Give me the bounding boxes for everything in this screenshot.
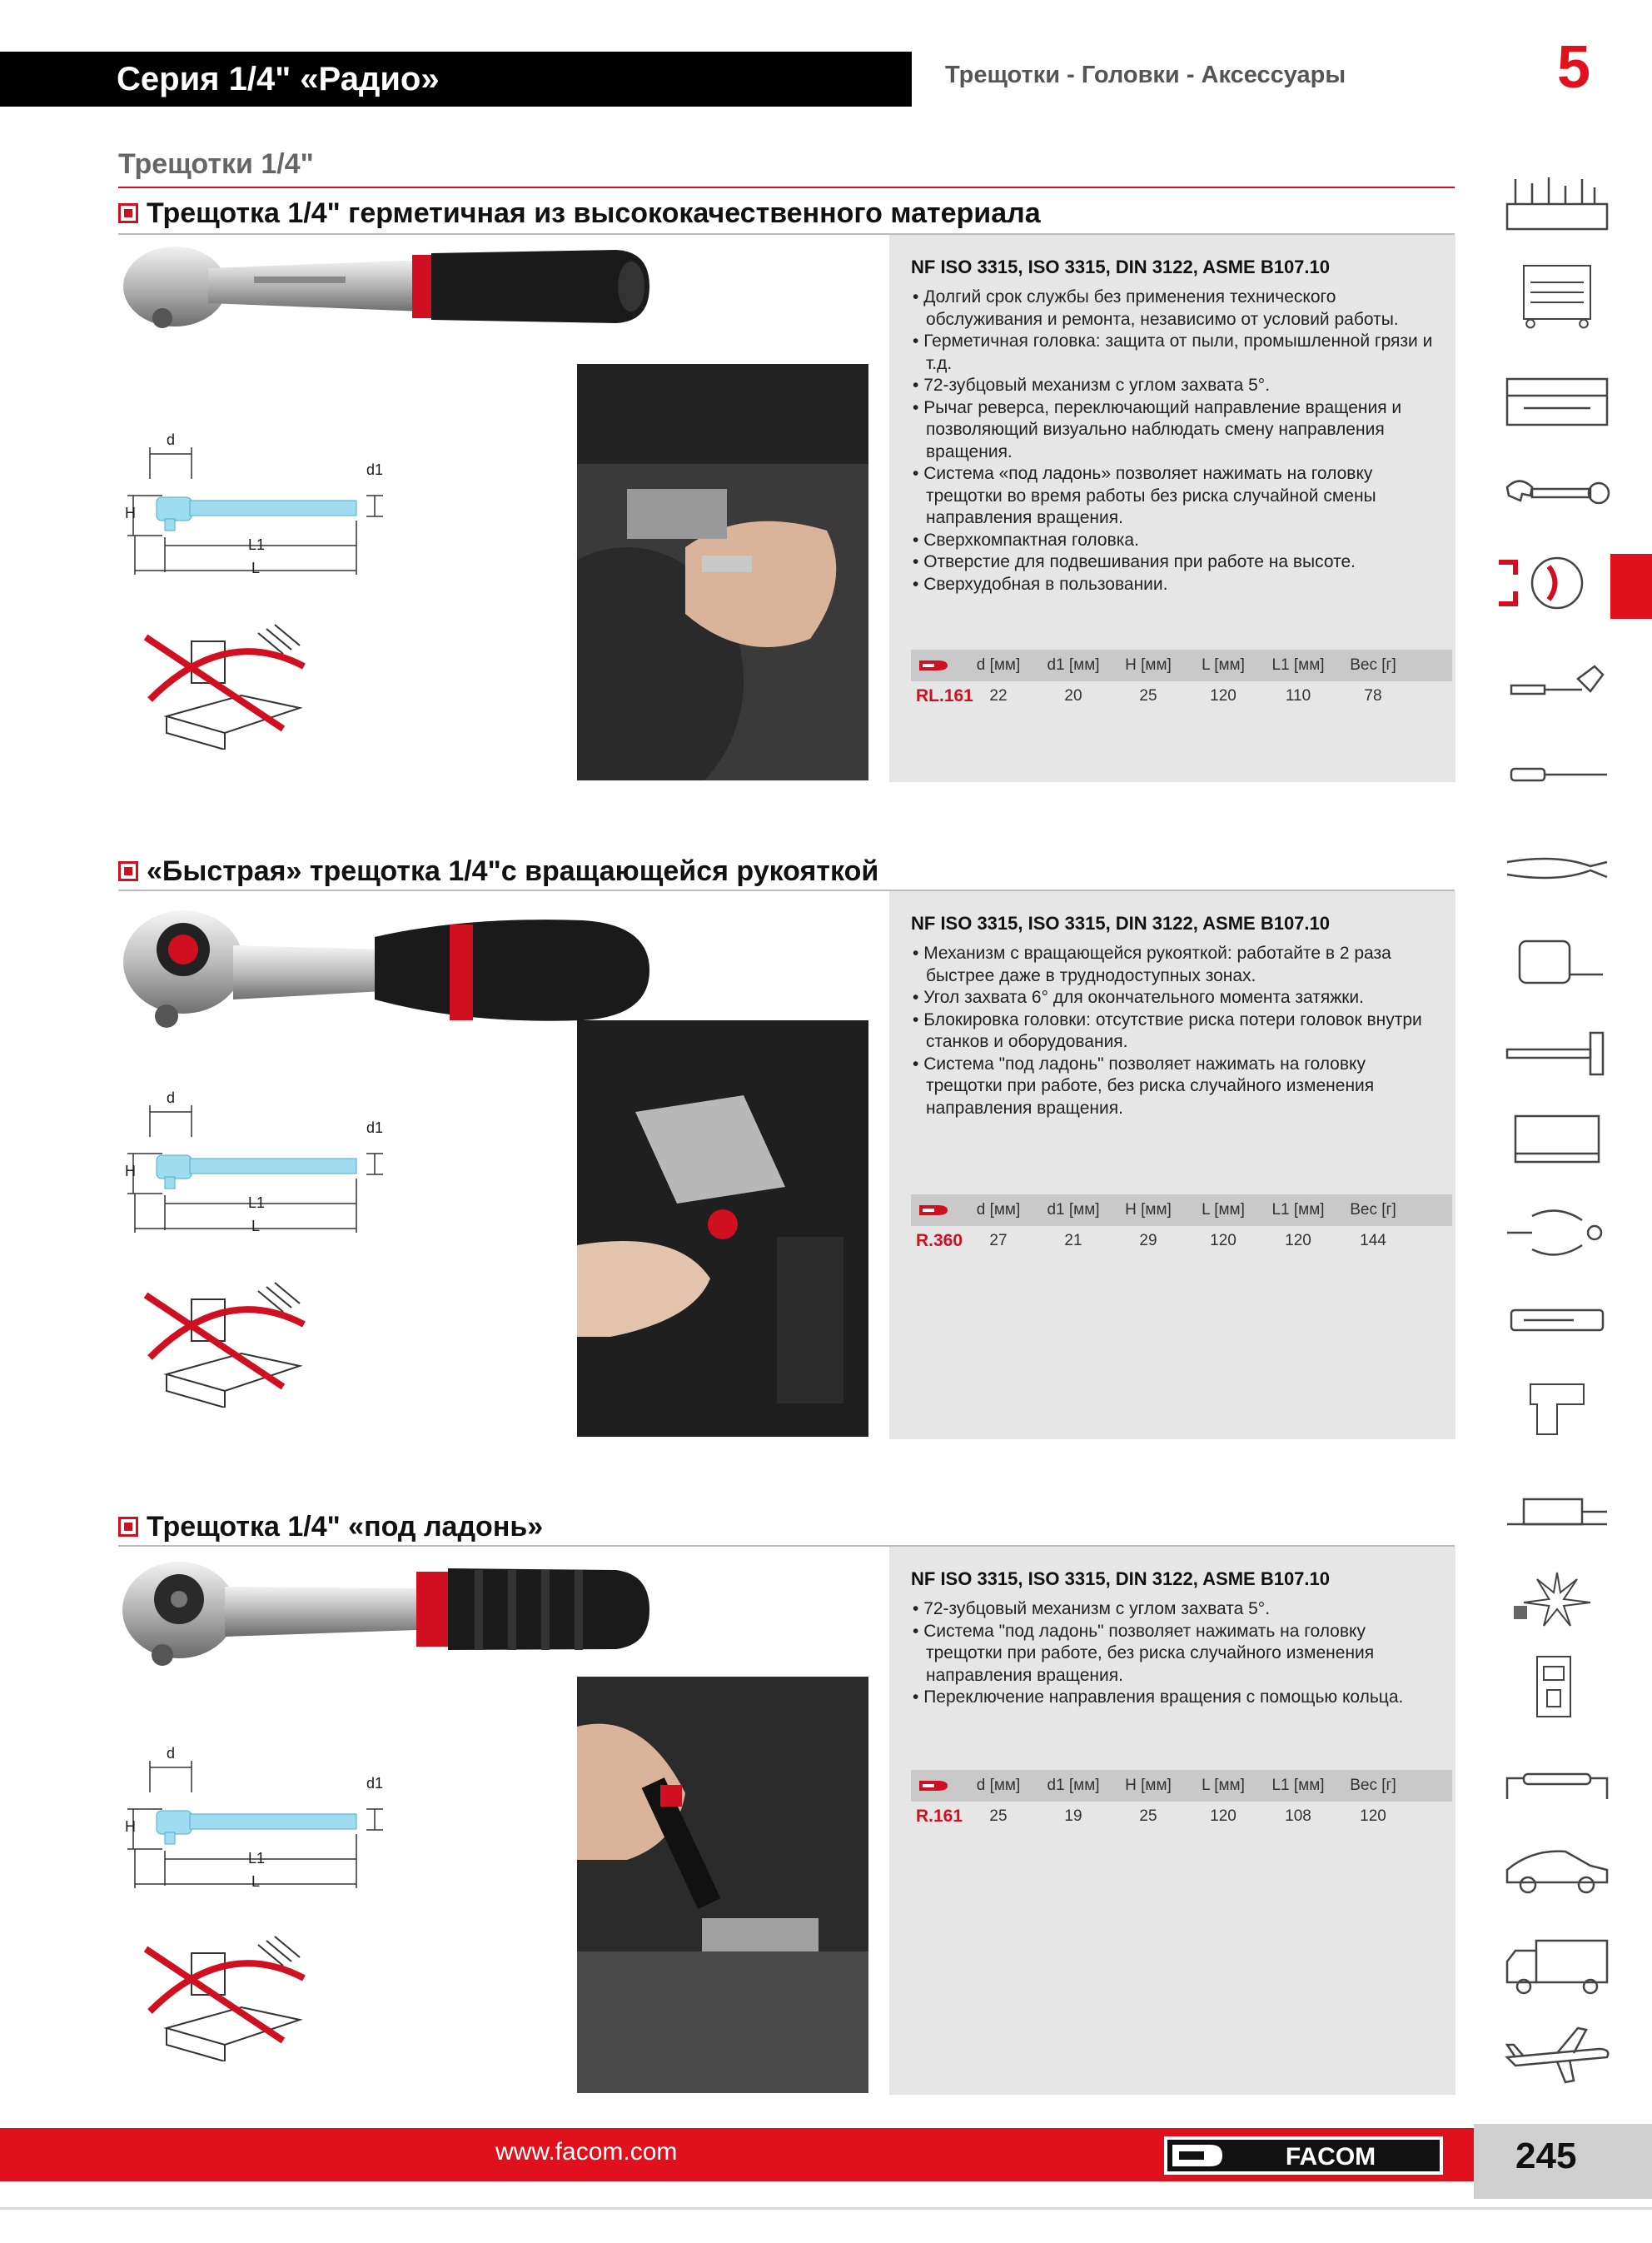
- no-hammering-warning-icon: [133, 1274, 316, 1408]
- diagram-label-h: H: [125, 1163, 136, 1179]
- diagram-label-l: L: [251, 1873, 261, 1890]
- standards-text: NF ISO 3315, ISO 3315, DIN 3122, ASME B107.10: [911, 257, 1330, 277]
- table-row: [911, 682, 1452, 710]
- col-header: d [мм]: [976, 1201, 1021, 1219]
- dimension-diagram: [125, 1087, 391, 1237]
- spec-table-header: [911, 1194, 1452, 1226]
- feature-item: • Блокировка головки: отсутствие риска потери головок внутри станков и оборудования.: [913, 1009, 1446, 1054]
- product-code: RL.161: [916, 686, 973, 705]
- no-hammering-warning-icon: [133, 616, 316, 750]
- col-header: L [мм]: [1202, 1201, 1245, 1219]
- col-header: Вес [г]: [1350, 1201, 1396, 1219]
- airplane-icon[interactable]: [1499, 2020, 1615, 2086]
- col-header: H [мм]: [1125, 1777, 1172, 1794]
- cell-l1: 110: [1285, 687, 1311, 705]
- spec-table-header: [911, 650, 1452, 681]
- diagram-label-d: d: [167, 431, 176, 448]
- col-header: d [мм]: [976, 656, 1021, 674]
- feature-item: • Отверстие для подвешивания при работе на высоте.: [913, 551, 1446, 574]
- cell-weight: 120: [1360, 1807, 1386, 1825]
- product-3-heading: [118, 1510, 543, 1543]
- car-icon[interactable]: [1499, 1837, 1615, 1903]
- lifting-icon[interactable]: [1499, 1753, 1615, 1820]
- socket-icon[interactable]: [1499, 550, 1615, 616]
- cell-l1: 120: [1285, 1232, 1311, 1249]
- tester-icon[interactable]: [1499, 1287, 1615, 1353]
- cell-d1: 20: [1064, 687, 1082, 705]
- diagram-label-d: d: [167, 1745, 176, 1762]
- cell-d1: 21: [1064, 1232, 1082, 1249]
- cell-d: 25: [989, 1807, 1008, 1825]
- section-marker-icon: [118, 203, 138, 223]
- usage-photo: [577, 1020, 868, 1437]
- feature-item: • 72-зубцовый механизм с углом захвата 5°.: [913, 375, 1446, 397]
- vise-icon[interactable]: [1499, 1474, 1615, 1541]
- feature-item: • Переключение направления вращения с помощью кольца.: [913, 1687, 1446, 1709]
- facom-mini-logo-icon: [919, 1779, 948, 1792]
- product-3-info-panel: [889, 1547, 1455, 2095]
- diagram-label-l: L: [251, 560, 261, 576]
- feature-list: [913, 943, 1446, 1119]
- product-2-title: «Быстрая» трещотка 1/4"с вращающейся рукояткой: [147, 855, 879, 887]
- table-row: [911, 1802, 1452, 1831]
- col-header: Вес [г]: [1350, 1777, 1396, 1794]
- feature-item: • 72-зубцовый механизм с углом захвата 5°.: [913, 1598, 1446, 1621]
- safety-icon[interactable]: [1499, 1566, 1615, 1632]
- impact-wrench-icon[interactable]: [1499, 1374, 1615, 1441]
- facom-brand-text: FACOM: [1285, 2143, 1376, 2171]
- cell-d: 22: [989, 687, 1008, 705]
- chapter-number: 5: [1557, 34, 1591, 101]
- product-1-info-panel: [889, 235, 1455, 782]
- section-marker-icon: [118, 861, 138, 881]
- cell-l: 120: [1210, 1807, 1237, 1825]
- ratchet-r360-image: [117, 900, 649, 1037]
- col-header: L1 [мм]: [1271, 1777, 1325, 1794]
- cell-h: 25: [1139, 687, 1157, 705]
- standards-text: NF ISO 3315, ISO 3315, DIN 3122, ASME B107.10: [911, 1568, 1330, 1589]
- diagram-label-l: L: [251, 1218, 261, 1234]
- tape-measure-icon[interactable]: [1499, 929, 1615, 995]
- footer-url-link[interactable]: www.facom.com: [495, 2138, 678, 2166]
- cell-l: 120: [1210, 1232, 1237, 1249]
- col-header: H [мм]: [1125, 1201, 1172, 1219]
- facom-logo: [1164, 2135, 1443, 2176]
- feature-item: • Система "под ладонь" позволяет нажимать на головку трещотки при работе, без риска случайного изменения направления вращения.: [913, 1621, 1446, 1687]
- col-header: L [мм]: [1202, 656, 1245, 674]
- active-section-tab[interactable]: [1610, 554, 1652, 619]
- col-header: Вес [г]: [1350, 656, 1396, 674]
- standards-text: NF ISO 3315, ISO 3315, DIN 3122, ASME B107.10: [911, 913, 1330, 934]
- product-3-title: Трещотка 1/4" «под ладонь»: [147, 1510, 544, 1543]
- cell-l1: 108: [1285, 1807, 1311, 1825]
- dimension-diagram: [125, 1742, 391, 1892]
- cell-d: 27: [989, 1232, 1008, 1249]
- toolbox-icon[interactable]: [1499, 171, 1615, 237]
- footer-rule: [0, 2207, 1652, 2210]
- col-header: L1 [мм]: [1271, 1201, 1325, 1219]
- feature-item: • Долгий срок службы без применения технического обслуживания и ремонта, независимо от условий работы.: [913, 287, 1446, 331]
- electrical-icon[interactable]: [1499, 1653, 1615, 1720]
- feature-item: • Сверхкомпактная головка.: [913, 530, 1446, 552]
- feature-item: • Герметичная головка: защита от пыли, промышленной грязи и т.д.: [913, 331, 1446, 375]
- cell-d1: 19: [1064, 1807, 1082, 1825]
- diagram-label-h: H: [125, 1818, 136, 1835]
- product-2-info-panel: [889, 891, 1455, 1439]
- feature-list: [913, 287, 1446, 596]
- feature-item: • Механизм с вращающейся рукояткой: работайте в 2 раза быстрее даже в труднодоступных зонах.: [913, 943, 1446, 987]
- feature-item: • Система "под ладонь" позволяет нажимать на головку трещотки при работе, без риска случайного изменения направления вращения.: [913, 1054, 1446, 1120]
- no-hammering-warning-icon: [133, 1928, 316, 2061]
- diagram-label-h: H: [125, 505, 136, 521]
- feature-item: • Сверхудобная в пользовании.: [913, 574, 1446, 596]
- page-title: Серия 1/4" «Радио»: [117, 61, 440, 97]
- product-code: R.360: [916, 1231, 963, 1250]
- feature-item: • Система «под ладонь» позволяет нажимать на головку трещотки во время работы без риска случайной смены направления вращения.: [913, 463, 1446, 530]
- cell-h: 29: [1139, 1232, 1157, 1249]
- diagram-label-l1: L1: [248, 1194, 266, 1211]
- facom-mini-logo-icon: [919, 659, 948, 672]
- combination-wrench-icon[interactable]: [1499, 462, 1615, 529]
- col-header: H [мм]: [1125, 656, 1172, 674]
- product-code: R.161: [916, 1807, 963, 1826]
- tool-cabinet-icon[interactable]: [1499, 262, 1615, 329]
- col-header: d [мм]: [976, 1777, 1021, 1794]
- cell-h: 25: [1139, 1807, 1157, 1825]
- diagram-label-l1: L1: [248, 536, 266, 553]
- spec-table-header: [911, 1770, 1452, 1802]
- product-2-heading: [118, 855, 878, 888]
- tool-drawer-icon[interactable]: [1499, 371, 1615, 437]
- cell-weight: 144: [1360, 1232, 1386, 1249]
- feature-list: [913, 1598, 1446, 1709]
- category-title: Трещотки 1/4": [118, 148, 314, 180]
- page-number: 245: [1515, 2136, 1577, 2176]
- pliers-icon[interactable]: [1499, 837, 1615, 904]
- hammer-icon[interactable]: [1499, 1020, 1615, 1087]
- diagram-label-d1: d1: [366, 1119, 384, 1136]
- dimension-diagram: [125, 429, 391, 579]
- usage-photo: [577, 364, 868, 780]
- cell-l: 120: [1210, 687, 1237, 705]
- facom-mini-logo-icon: [919, 1204, 948, 1217]
- cell-weight: 78: [1364, 687, 1382, 705]
- puller-icon[interactable]: [1499, 1199, 1615, 1266]
- category-divider: [118, 187, 1455, 188]
- usage-photo: [577, 1677, 868, 2093]
- ratchet-r161-image: [117, 1553, 649, 1670]
- section-marker-icon: [118, 1517, 138, 1537]
- truck-icon[interactable]: [1499, 1932, 1615, 1999]
- feature-item: • Угол захвата 6° для окончательного момента затяжки.: [913, 987, 1446, 1009]
- col-header: d1 [мм]: [1047, 1777, 1100, 1794]
- col-header: L1 [мм]: [1271, 656, 1325, 674]
- product-1-title: Трещотка 1/4" герметичная из высококачественного материала: [147, 197, 1041, 229]
- diagram-label-d: d: [167, 1089, 176, 1106]
- diagram-label-d1: d1: [366, 1775, 384, 1792]
- ratchet-icon[interactable]: [1499, 654, 1615, 720]
- product-1-heading: [118, 197, 1041, 230]
- diagram-label-d1: d1: [366, 461, 384, 478]
- diagram-label-l1: L1: [248, 1850, 266, 1867]
- feature-item: • Рычаг реверса, переключающий направление вращения и позволяющий визуально наблюдать смену направления вращения.: [913, 397, 1446, 464]
- page-subtitle: Трещотки - Головки - Аксессуары: [945, 62, 1346, 88]
- hacksaw-icon[interactable]: [1499, 1108, 1615, 1174]
- ratchet-rl161-image: [117, 235, 649, 339]
- col-header: d1 [мм]: [1047, 1201, 1100, 1219]
- table-row: [911, 1227, 1452, 1255]
- col-header: L [мм]: [1202, 1777, 1245, 1794]
- screwdriver-icon[interactable]: [1499, 741, 1615, 808]
- col-header: d1 [мм]: [1047, 656, 1100, 674]
